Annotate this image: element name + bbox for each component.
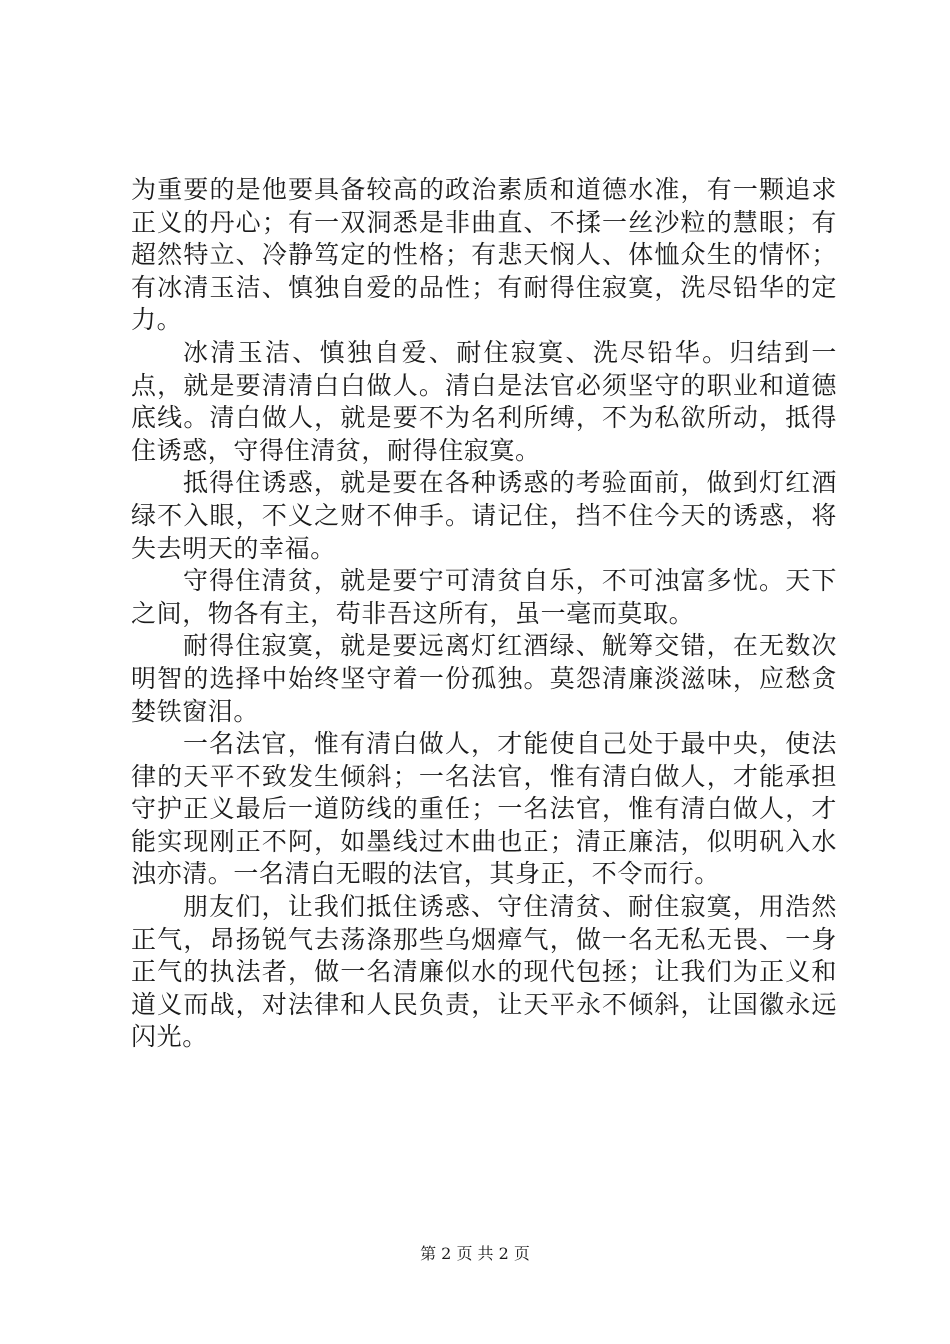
paragraph-1: 为重要的是他要具备较高的政治素质和道德水准，有一颗追求正义的丹心；有一双洞悉是非曲直、不揉一丝沙粒的慧眼；有超然特立、冷静笃定的性格；有悲天悯人、体恤众生的情怀；有冰清玉洁、慎独自爱的品性；有耐得住寂寞，洗尽铅华的定力。: [131, 175, 837, 335]
paragraph-2: 冰清玉洁、慎独自爱、耐住寂寞、洗尽铅华。归结到一点，就是要清清白白做人。清白是法官必须坚守的职业和道德底线。清白做人，就是要不为名利所缚，不为私欲所动，抵得住诱惑，守得住清贫，耐得住寂寞。: [131, 337, 837, 465]
page-footer: [0, 1244, 950, 1264]
paragraph-6: 一名法官，惟有清白做人，才能使自己处于最中央，使法律的天平不致发生倾斜；一名法官，惟有清白做人，才能承担守护正义最后一道防线的重任；一名法官，惟有清白做人，才能实现刚正不阿，如墨线过木曲也正；清正廉洁，似明矾入水浊亦清。一名清白无暇的法官，其身正，不令而行。: [131, 729, 837, 889]
document-body: [131, 174, 837, 1054]
paragraph-5: 耐得住寂寞，就是要远离灯红酒绿、觥筹交错，在无数次明智的选择中始终坚守着一份孤独。莫怨清廉淡滋味，应愁贪婪铁窗泪。: [131, 631, 837, 726]
page-number: 第 2 页 共 2 页: [420, 1244, 530, 1263]
paragraph-4: 守得住清贫，就是要宁可清贫自乐，不可浊富多忧。天下之间，物各有主，苟非吾这所有，虽一毫而莫取。: [131, 566, 837, 628]
paragraph-7: 朋友们，让我们抵住诱惑、守住清贫、耐住寂寞，用浩然正气，昂扬锐气去荡涤那些乌烟瘴气，做一名无私无畏、一身正气的执法者，做一名清廉似水的现代包拯；让我们为正义和道义而战，对法律和人民负责，让天平永不倾斜，让国徽永远闪光。: [131, 892, 837, 1052]
paragraph-3: 抵得住诱惑，就是要在各种诱惑的考验面前，做到灯红酒绿不入眼，不义之财不伸手。请记住，挡不住今天的诱惑，将失去明天的幸福。: [131, 468, 837, 563]
